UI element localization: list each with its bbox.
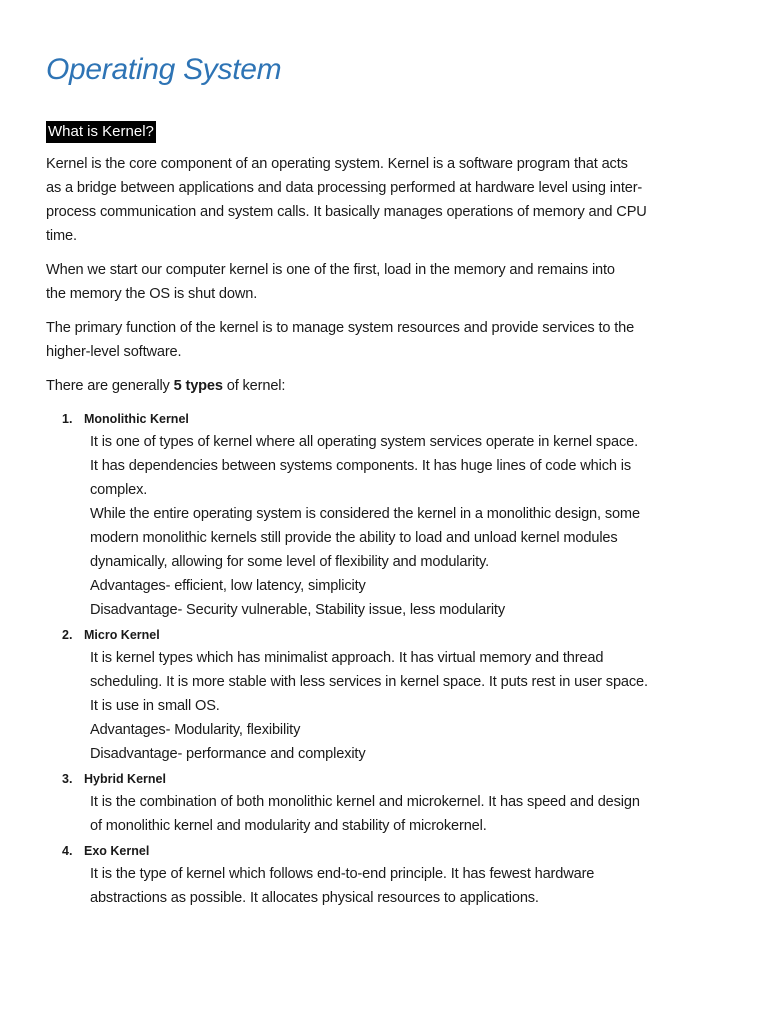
list-item-number: 2. [62, 628, 73, 642]
types-intro-prefix: There are generally [46, 378, 174, 394]
text-line: Disadvantage- Security vulnerable, Stability issue, less modularity [90, 602, 505, 618]
list-item-title: Hybrid Kernel [84, 772, 166, 786]
text-line: as a bridge between applications and data processing performed at hardware level using inter- [46, 180, 643, 196]
text-line: Disadvantage- performance and complexity [90, 746, 366, 762]
list-item-body [46, 646, 726, 766]
list-item-header [46, 408, 726, 430]
list-item-body [46, 790, 726, 838]
text-line: It is the type of kernel which follows end-to-end principle. It has fewest hardware [90, 866, 595, 882]
types-intro-bold: 5 types [173, 378, 223, 394]
text-line: higher-level software. [46, 344, 182, 360]
intro-text [46, 152, 726, 408]
list-item-hybrid-kernel [46, 768, 726, 838]
paragraph-types-intro [46, 374, 726, 398]
text-line: It is kernel types which has minimalist approach. It has virtual memory and thread [90, 650, 604, 666]
list-item-header [46, 624, 726, 646]
list-item-header [46, 840, 726, 862]
list-item-title: Exo Kernel [84, 844, 150, 858]
list-item-header [46, 768, 726, 790]
list-item-number: 1. [62, 412, 73, 426]
list-item-body [46, 430, 726, 622]
list-item-number: 3. [62, 772, 73, 786]
text-line: time. [46, 228, 77, 244]
text-line: complex. [90, 482, 148, 498]
paragraph-kernel-function [46, 316, 726, 364]
list-item-exo-kernel [46, 840, 726, 910]
text-line: scheduling. It is more stable with less services in kernel space. It puts rest in user space. [90, 674, 648, 690]
types-intro-suffix: of kernel: [222, 378, 286, 394]
text-line: It is the combination of both monolithic kernel and microkernel. It has speed and design [90, 794, 640, 810]
page-title: Operating System [46, 53, 282, 86]
text-line: Kernel is the core component of an operating system. Kernel is a software program that acts [46, 156, 628, 172]
text-line: abstractions as possible. It allocates physical resources to applications. [90, 890, 539, 906]
text-line: The primary function of the kernel is to manage system resources and provide services to the [46, 320, 635, 336]
text-line: It is use in small OS. [90, 698, 220, 714]
paragraph-kernel-definition [46, 152, 726, 248]
list-item-body [46, 862, 726, 910]
list-item-micro-kernel [46, 624, 726, 766]
text-line: Advantages- Modularity, flexibility [90, 722, 301, 738]
text-line: of monolithic kernel and modularity and stability of microkernel. [90, 818, 487, 834]
list-item-title: Micro Kernel [84, 628, 160, 642]
text-line: It is one of types of kernel where all operating system services operate in kernel space. [90, 434, 638, 450]
kernel-types-list [46, 408, 726, 912]
text-line: the memory the OS is shut down. [46, 286, 258, 302]
text-line: process communication and system calls. It basically manages operations of memory and CPU [46, 204, 647, 220]
text-line: It has dependencies between systems components. It has huge lines of code which is [90, 458, 631, 474]
text-line: When we start our computer kernel is one of the first, load in the memory and remains into [46, 262, 615, 278]
section-heading: What is Kernel? [46, 121, 156, 143]
text-line: Advantages- efficient, low latency, simplicity [90, 578, 366, 594]
text-line: modern monolithic kernels still provide the ability to load and unload kernel modules [90, 530, 618, 546]
text-line: While the entire operating system is considered the kernel in a monolithic design, some [90, 506, 640, 522]
list-item-title: Monolithic Kernel [84, 412, 189, 426]
paragraph-kernel-load [46, 258, 726, 306]
list-item-number: 4. [62, 844, 73, 858]
list-item-monolithic-kernel [46, 408, 726, 622]
text-line: dynamically, allowing for some level of flexibility and modularity. [90, 554, 490, 570]
